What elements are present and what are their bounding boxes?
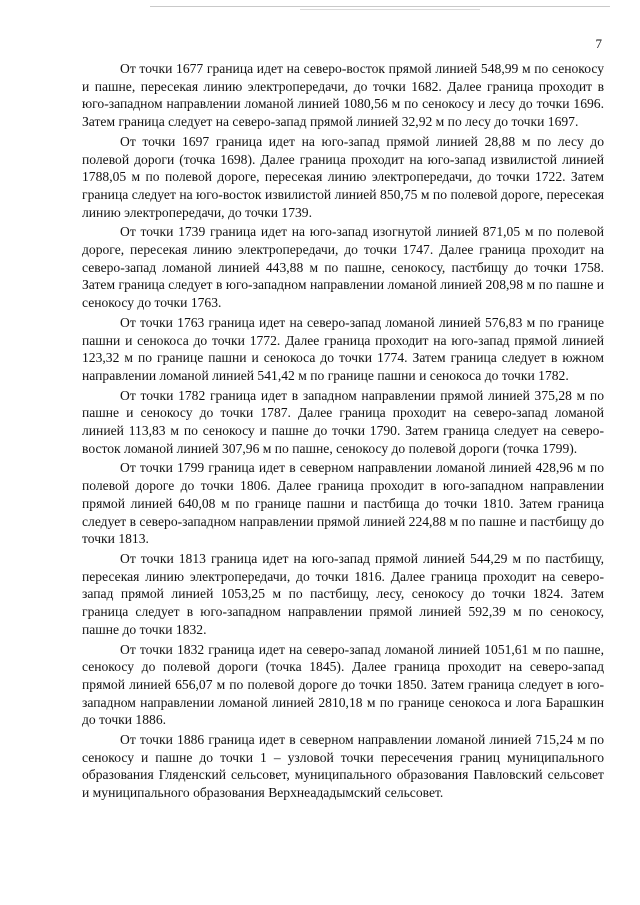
document-body [82,60,604,804]
paragraph-6: От точки 1799 граница идет в северном направлении ломаной линией 428,96 м по полевой дороге до точки 1806. Далее граница проходит в юго-западном направлении прямой линией 640,08 м по границе пашни и пастбища до точки 1810. Затем граница следует в северо-западном направлении прямой линией 224,88 м по пашне и пастбищу до точки 1813. [82,460,604,547]
paragraph-7: От точки 1813 граница идет на юго-запад прямой линией 544,29 м по пастбищу, пересекая линию электропередачи, до точки 1816. Далее граница проходит на северо-запад прямой линией 1053,25 м по пастбищу, лесу, сенокосу до точки 1824. Затем граница следует в юго-западном направлении прямой линией 592,39 м по сенокосу, пашне до точки 1832. [82,550,604,637]
paragraph-3: От точки 1739 граница идет на юго-запад изогнутой линией 871,05 м по полевой дороге, пересекая линию электропередачи, до точки 1747. Далее граница проходит на северо-запад ломаной линией 443,88 м по пашне, сенокосу, пастбищу до точки 1758. Затем граница следует в юго-западном направлении ломаной линией 208,98 м по пашне и сенокосу до точки 1763. [82,224,604,311]
paragraph-1: От точки 1677 граница идет на северо-восток прямой линией 548,99 м по сенокосу и пашне, пересекая линию электропередачи, до точки 1682. Далее граница проходит в юго-западном направлении ломаной линией 1080,56 м по сенокосу и лесу до точки 1696. Затем граница следует на северо-запад прямой линией 32,92 м по лесу до точки 1697. [82,61,604,130]
paragraph-2: От точки 1697 граница идет на юго-запад прямой линией 28,88 м по лесу до полевой дороги (точка 1698). Далее граница проходит на юго-запад извилистой линией 1788,05 м по полевой дороге, пересекая линию электропередачи, до точки 1722. Затем граница следует на юго-восток извилистой линией 850,75 м по полевой дороге, пересекая линию электропередачи, до точки 1739. [82,133,604,220]
paragraph-5: От точки 1782 граница идет в западном направлении прямой линией 375,28 м по пашне и сенокосу до точки 1787. Далее граница проходит на северо-запад ломаной линией 113,83 м по сенокосу и пашне до точки 1790. Затем граница следует на северо-восток ломаной линией 307,96 м по пашне, сенокосу до полевой дороги (точка 1799). [82,387,604,456]
scan-top-edge-line-secondary [300,9,480,10]
paragraph-8: От точки 1832 граница идет на северо-запад ломаной линией 1051,61 м по пашне, сенокосу до полевой дороги (точка 1845). Далее граница проходит на северо-запад прямой линией 656,07 м по полевой дороге до точки 1850. Затем граница следует в юго-западном направлении ломаной линией 2810,18 м по границе сенокоса и лога Барашкин до точки 1886. [82,641,604,728]
page-number: 7 [595,36,602,51]
scan-top-edge-line [150,6,610,7]
paragraph-9: От точки 1886 граница идет в северном направлении ломаной линией 715,24 м по сенокосу и пашне до точки 1 – узловой точки пересечения границ муниципального образования Гляденский сельсовет, муниципального образования Павловский сельсовет и муниципального образования Верхнеададымский сельсовет. [82,732,604,801]
paragraph-4: От точки 1763 граница идет на северо-запад ломаной линией 576,83 м по границе пашни и сенокоса до точки 1772. Далее граница проходит на юго-запад прямой линией 123,32 м по границе пашни и сенокоса до точки 1774. Затем граница следует в южном направлении ломаной линией 541,42 м по границе пашни и сенокоса до точки 1782. [82,314,604,383]
